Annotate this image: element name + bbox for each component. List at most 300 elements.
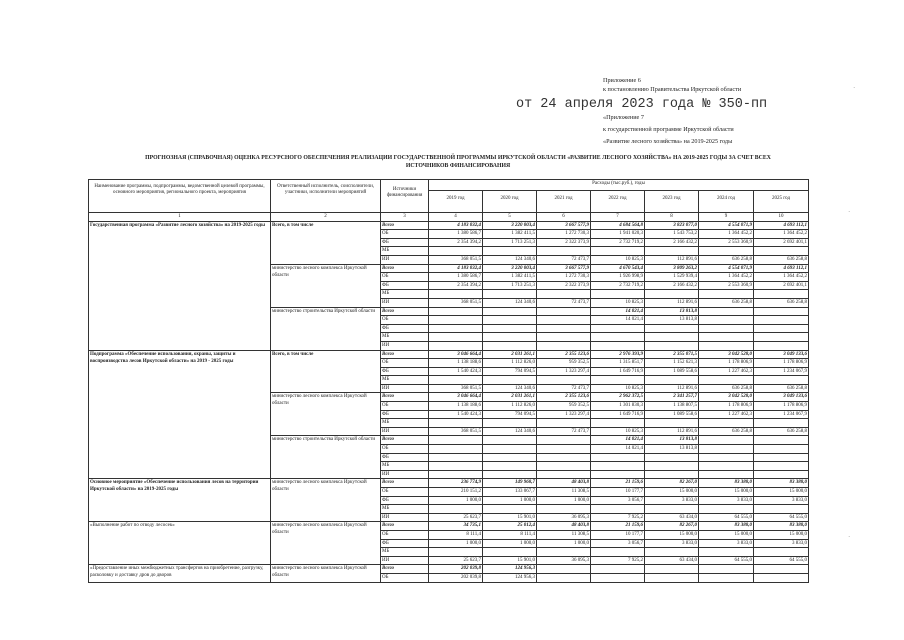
value-cell: 36 095,3 xyxy=(537,556,591,565)
value-cell xyxy=(699,445,754,454)
value-cell: 3 056,7 xyxy=(591,539,645,548)
value-cell xyxy=(429,505,483,514)
value-cell: 1 178 806,9 xyxy=(754,402,809,411)
value-cell xyxy=(429,470,483,479)
appendix-label: Приложение 6 xyxy=(603,77,641,84)
source-cell: МБ xyxy=(381,548,429,557)
value-cell: 15 000,0 xyxy=(754,488,809,497)
value-cell xyxy=(645,290,699,299)
program-name-cell: «Предоставление иных межбюджетных трансфертов на приобретение, разгрузку, расколовку и доставку дров до дворов xyxy=(89,565,271,582)
value-cell: 1 272 730,3 xyxy=(537,273,591,282)
value-cell: 368 051,5 xyxy=(429,427,483,436)
value-cell: 63 434,0 xyxy=(645,556,699,565)
source-cell: Всего xyxy=(381,307,429,316)
executor-cell: министерство лесного комплекса Иркутской области xyxy=(271,479,381,522)
value-cell xyxy=(754,445,809,454)
value-cell xyxy=(537,324,591,333)
table-row xyxy=(89,565,809,574)
source-cell: МБ xyxy=(381,376,429,385)
value-cell: 124 956,3 xyxy=(483,573,537,582)
value-cell: 4 693 112,1 xyxy=(754,221,809,230)
value-cell: 112 891,6 xyxy=(645,384,699,393)
value-cell: 3 046 664,4 xyxy=(429,350,483,359)
value-cell: 82 267,0 xyxy=(645,479,699,488)
value-cell: 1 272 730,3 xyxy=(537,230,591,239)
source-cell: ОБ xyxy=(381,402,429,411)
value-cell: 2 355 071,5 xyxy=(645,350,699,359)
value-cell xyxy=(483,419,537,428)
value-cell xyxy=(754,565,809,574)
source-cell: ФБ xyxy=(381,324,429,333)
value-cell: 636 258,8 xyxy=(699,427,754,436)
value-cell xyxy=(699,341,754,350)
value-cell xyxy=(591,462,645,471)
scan-mark: · xyxy=(853,84,856,92)
value-cell: 36 095,3 xyxy=(537,513,591,522)
value-cell xyxy=(429,445,483,454)
value-cell xyxy=(754,307,809,316)
value-cell: 3 833,0 xyxy=(699,496,754,505)
value-cell xyxy=(483,316,537,325)
value-cell xyxy=(754,341,809,350)
value-cell xyxy=(429,419,483,428)
source-cell: МБ xyxy=(381,505,429,514)
value-cell: 1 364 452,2 xyxy=(699,273,754,282)
source-cell: ИИ xyxy=(381,513,429,522)
value-cell xyxy=(429,307,483,316)
value-cell: 4 183 032,4 xyxy=(429,221,483,230)
value-cell: 1 000,0 xyxy=(429,496,483,505)
executor-cell: министерство лесного комплекса Иркутской области xyxy=(271,565,381,582)
numbers-row xyxy=(89,213,809,222)
value-cell: 1 364 452,2 xyxy=(754,230,809,239)
value-cell: 794 094,5 xyxy=(483,410,537,419)
value-cell xyxy=(483,333,537,342)
value-cell: 64 555,0 xyxy=(699,513,754,522)
table-row xyxy=(89,522,809,531)
program-ref-label: к государственной программе Иркутской области xyxy=(603,126,734,133)
value-cell xyxy=(754,436,809,445)
value-cell xyxy=(537,565,591,574)
value-cell xyxy=(754,290,809,299)
value-cell: 2 553 360,9 xyxy=(699,281,754,290)
value-cell xyxy=(591,470,645,479)
executor-cell: министерство лесного комплекса Иркутской области xyxy=(271,522,381,565)
source-cell: Всего xyxy=(381,393,429,402)
value-cell: 10 825,3 xyxy=(591,298,645,307)
value-cell: 3 667 577,9 xyxy=(537,264,591,273)
value-cell: 8 111,4 xyxy=(429,530,483,539)
value-cell xyxy=(429,436,483,445)
value-cell: 1 713 251,3 xyxy=(483,281,537,290)
source-cell: ИИ xyxy=(381,298,429,307)
value-cell: 1 382 411,5 xyxy=(483,230,537,239)
source-cell: ИИ xyxy=(381,341,429,350)
column-number: 9 xyxy=(699,213,754,222)
value-cell xyxy=(483,324,537,333)
value-cell: 2 355 123,6 xyxy=(537,393,591,402)
column-number: 4 xyxy=(429,213,483,222)
value-cell: 10 177,7 xyxy=(591,530,645,539)
value-cell: 64 555,0 xyxy=(754,556,809,565)
source-cell: ИИ xyxy=(381,384,429,393)
value-cell xyxy=(483,453,537,462)
value-cell xyxy=(537,453,591,462)
value-cell: 34 735,1 xyxy=(429,522,483,531)
value-cell: 15 000,0 xyxy=(754,530,809,539)
source-cell: ОБ xyxy=(381,530,429,539)
value-cell: 14 021,4 xyxy=(591,316,645,325)
col-source-header: Источники финансирования xyxy=(381,180,429,213)
value-cell: 1 178 806,9 xyxy=(699,402,754,411)
value-cell: 1 000,0 xyxy=(537,496,591,505)
expenses-header: Расходы (тыс.руб.), годы xyxy=(429,180,809,191)
value-cell xyxy=(483,445,537,454)
value-cell: 14 021,4 xyxy=(591,436,645,445)
value-cell: 636 258,8 xyxy=(699,384,754,393)
value-cell: 636 258,8 xyxy=(754,427,809,436)
value-cell xyxy=(645,548,699,557)
value-cell xyxy=(699,290,754,299)
value-cell: 210 151,2 xyxy=(429,488,483,497)
value-cell xyxy=(537,445,591,454)
value-cell xyxy=(537,419,591,428)
value-cell xyxy=(591,505,645,514)
value-cell xyxy=(754,316,809,325)
source-cell: ФБ xyxy=(381,496,429,505)
value-cell: 83 388,0 xyxy=(699,522,754,531)
value-cell xyxy=(591,333,645,342)
value-cell: 13 813,8 xyxy=(645,307,699,316)
source-cell: ОБ xyxy=(381,359,429,368)
value-cell xyxy=(537,436,591,445)
executor-cell: Всего, в том числе xyxy=(271,350,381,393)
value-cell: 1 380 586,7 xyxy=(429,230,483,239)
value-cell xyxy=(537,376,591,385)
value-cell xyxy=(591,324,645,333)
value-cell: 1 364 452,2 xyxy=(699,230,754,239)
value-cell: 1 000,0 xyxy=(537,539,591,548)
value-cell xyxy=(645,565,699,574)
value-cell: 1 138 807,5 xyxy=(645,402,699,411)
column-number: 3 xyxy=(381,213,429,222)
value-cell xyxy=(645,376,699,385)
value-cell: 72 473,7 xyxy=(537,427,591,436)
table-row xyxy=(89,479,809,488)
value-cell xyxy=(645,324,699,333)
value-cell: 1 178 806,9 xyxy=(754,359,809,368)
source-cell: МБ xyxy=(381,290,429,299)
value-cell xyxy=(591,565,645,574)
value-cell xyxy=(537,505,591,514)
value-cell xyxy=(483,462,537,471)
value-cell: 1 540 424,3 xyxy=(429,367,483,376)
source-cell: Всего xyxy=(381,522,429,531)
value-cell xyxy=(429,316,483,325)
value-cell xyxy=(699,573,754,582)
column-number: 10 xyxy=(754,213,809,222)
value-cell xyxy=(645,453,699,462)
value-cell: 1 315 851,7 xyxy=(591,359,645,368)
source-cell: Всего xyxy=(381,436,429,445)
value-cell: 202 039,8 xyxy=(429,573,483,582)
value-cell: 636 258,8 xyxy=(754,255,809,264)
value-cell xyxy=(537,341,591,350)
value-cell: 2 341 257,7 xyxy=(645,393,699,402)
value-cell: 1 323 297,4 xyxy=(537,410,591,419)
value-cell: 1 323 297,4 xyxy=(537,367,591,376)
value-cell: 7 925,2 xyxy=(591,556,645,565)
value-cell: 1 112 826,0 xyxy=(483,359,537,368)
value-cell: 25 623,7 xyxy=(429,513,483,522)
decree-date-line: от 24 апреля 2023 года № 350-пп xyxy=(516,97,768,112)
executor-cell: министерство строительства Иркутской области xyxy=(271,436,381,479)
value-cell: 368 051,5 xyxy=(429,255,483,264)
value-cell: 124 340,6 xyxy=(483,298,537,307)
value-cell: 3 042 528,0 xyxy=(699,393,754,402)
value-cell: 1 382 411,5 xyxy=(483,273,537,282)
value-cell: 3 042 528,0 xyxy=(699,350,754,359)
source-cell: ИИ xyxy=(381,470,429,479)
value-cell: 636 258,8 xyxy=(699,298,754,307)
value-cell xyxy=(754,376,809,385)
value-cell: 1 713 251,3 xyxy=(483,238,537,247)
value-cell: 236 774,9 xyxy=(429,479,483,488)
value-cell xyxy=(645,419,699,428)
year-header: 2023 год xyxy=(645,191,699,213)
value-cell: 11 308,5 xyxy=(537,488,591,497)
value-cell: 4 554 071,9 xyxy=(699,264,754,273)
value-cell: 72 473,7 xyxy=(537,255,591,264)
value-cell: 3 833,0 xyxy=(754,539,809,548)
value-cell: 2 031 261,1 xyxy=(483,350,537,359)
source-cell: ФБ xyxy=(381,281,429,290)
column-number: 7 xyxy=(591,213,645,222)
value-cell: 2 322 373,9 xyxy=(537,281,591,290)
value-cell xyxy=(699,307,754,316)
value-cell xyxy=(591,419,645,428)
value-cell xyxy=(645,573,699,582)
value-cell: 959 352,5 xyxy=(537,402,591,411)
value-cell: 1 380 586,7 xyxy=(429,273,483,282)
value-cell: 15 901,0 xyxy=(483,556,537,565)
value-cell xyxy=(754,419,809,428)
executor-cell: министерство лесного комплекса Иркутской области xyxy=(271,264,381,307)
header-row xyxy=(89,180,809,191)
value-cell xyxy=(591,548,645,557)
value-cell xyxy=(754,548,809,557)
source-cell: Всего xyxy=(381,350,429,359)
value-cell: 112 891,6 xyxy=(645,427,699,436)
value-cell: 72 473,7 xyxy=(537,298,591,307)
value-cell xyxy=(537,462,591,471)
value-cell: 13 813,8 xyxy=(645,316,699,325)
year-header: 2024 год xyxy=(699,191,754,213)
value-cell xyxy=(429,324,483,333)
column-number: 2 xyxy=(271,213,381,222)
value-cell: 83 388,0 xyxy=(754,522,809,531)
source-cell: Всего xyxy=(381,264,429,273)
value-cell: 83 388,0 xyxy=(699,479,754,488)
resource-table xyxy=(88,179,809,583)
source-cell: Всего xyxy=(381,565,429,574)
value-cell: 1 227 462,3 xyxy=(699,367,754,376)
value-cell: 1 543 753,2 xyxy=(645,230,699,239)
value-cell xyxy=(483,436,537,445)
year-header: 2021 год xyxy=(537,191,591,213)
value-cell: 794 094,5 xyxy=(483,367,537,376)
source-cell: ОБ xyxy=(381,316,429,325)
source-cell: ФБ xyxy=(381,367,429,376)
source-cell: ФБ xyxy=(381,453,429,462)
value-cell: 2 962 372,5 xyxy=(591,393,645,402)
source-cell: МБ xyxy=(381,462,429,471)
executor-cell: министерство строительства Иркутской области xyxy=(271,307,381,350)
value-cell: 3 049 133,6 xyxy=(754,350,809,359)
value-cell: 2 166 432,2 xyxy=(645,281,699,290)
value-cell: 124 340,6 xyxy=(483,384,537,393)
value-cell: 1 234 067,9 xyxy=(754,410,809,419)
value-cell: 64 555,0 xyxy=(754,513,809,522)
source-cell: ОБ xyxy=(381,573,429,582)
value-cell: 2 692 401,1 xyxy=(754,238,809,247)
value-cell xyxy=(591,453,645,462)
value-cell xyxy=(645,505,699,514)
value-cell xyxy=(699,462,754,471)
value-cell: 4 183 032,4 xyxy=(429,264,483,273)
value-cell: 2 692 401,1 xyxy=(754,281,809,290)
value-cell: 3 220 003,4 xyxy=(483,264,537,273)
value-cell: 1 089 558,6 xyxy=(645,367,699,376)
program-name-cell: «Выполнение работ по отводу лесосек» xyxy=(89,522,271,565)
value-cell: 7 925,2 xyxy=(591,513,645,522)
value-cell: 1 000,0 xyxy=(483,496,537,505)
value-cell: 15 901,0 xyxy=(483,513,537,522)
value-cell xyxy=(699,333,754,342)
value-cell: 2 322 373,9 xyxy=(537,238,591,247)
value-cell xyxy=(645,341,699,350)
value-cell xyxy=(699,324,754,333)
value-cell xyxy=(537,573,591,582)
value-cell: 2 354 394,2 xyxy=(429,281,483,290)
value-cell: 25 012,4 xyxy=(483,522,537,531)
value-cell: 3 833,0 xyxy=(754,496,809,505)
value-cell xyxy=(483,470,537,479)
value-cell: 48 403,8 xyxy=(537,479,591,488)
value-cell xyxy=(429,290,483,299)
value-cell: 21 159,6 xyxy=(591,522,645,531)
value-cell xyxy=(483,376,537,385)
value-cell: 64 555,0 xyxy=(699,556,754,565)
value-cell xyxy=(699,247,754,256)
value-cell: 2 355 123,6 xyxy=(537,350,591,359)
value-cell xyxy=(754,333,809,342)
value-cell: 3 667 577,9 xyxy=(537,221,591,230)
col-exec-header: Ответственный исполнитель, соисполнители, участники, исполнители мероприятий xyxy=(271,180,381,213)
value-cell xyxy=(754,247,809,256)
value-cell: 63 434,0 xyxy=(645,513,699,522)
source-cell: ИИ xyxy=(381,427,429,436)
value-cell xyxy=(429,376,483,385)
value-cell: 1 112 826,0 xyxy=(483,402,537,411)
year-header: 2025 год xyxy=(754,191,809,213)
value-cell: 11 308,5 xyxy=(537,530,591,539)
value-cell xyxy=(537,316,591,325)
value-cell: 1 529 939,4 xyxy=(645,273,699,282)
value-cell: 124 956,3 xyxy=(483,565,537,574)
value-cell: 15 000,0 xyxy=(645,530,699,539)
source-cell: МБ xyxy=(381,247,429,256)
value-cell: 1 000,0 xyxy=(483,539,537,548)
value-cell: 2 976 393,9 xyxy=(591,350,645,359)
value-cell xyxy=(483,290,537,299)
source-cell: ОБ xyxy=(381,230,429,239)
value-cell xyxy=(537,247,591,256)
value-cell xyxy=(754,470,809,479)
value-cell xyxy=(429,333,483,342)
value-cell: 368 051,5 xyxy=(429,384,483,393)
source-cell: ОБ xyxy=(381,273,429,282)
column-number: 1 xyxy=(89,213,271,222)
value-cell xyxy=(645,470,699,479)
value-cell: 112 891,6 xyxy=(645,298,699,307)
source-cell: ОБ xyxy=(381,488,429,497)
value-cell: 10 825,3 xyxy=(591,384,645,393)
value-cell: 1 941 020,3 xyxy=(591,230,645,239)
value-cell: 3 049 133,6 xyxy=(754,393,809,402)
value-cell xyxy=(537,548,591,557)
value-cell: 15 000,0 xyxy=(699,530,754,539)
value-cell: 8 111,4 xyxy=(483,530,537,539)
value-cell: 2 031 261,1 xyxy=(483,393,537,402)
value-cell: 2 732 719,2 xyxy=(591,281,645,290)
table-body xyxy=(89,180,809,583)
value-cell: 124 340,6 xyxy=(483,427,537,436)
value-cell: 3 056,7 xyxy=(591,496,645,505)
scan-mark: · xyxy=(848,533,851,541)
value-cell: 1 649 716,9 xyxy=(591,410,645,419)
value-cell xyxy=(429,453,483,462)
year-header: 2020 год xyxy=(483,191,537,213)
source-cell: ФБ xyxy=(381,238,429,247)
value-cell: 3 809 263,2 xyxy=(645,264,699,273)
value-cell: 3 833,0 xyxy=(645,539,699,548)
value-cell xyxy=(429,247,483,256)
value-cell xyxy=(754,453,809,462)
value-cell: 72 473,7 xyxy=(537,384,591,393)
value-cell: 2 354 394,2 xyxy=(429,238,483,247)
value-cell: 4 670 543,4 xyxy=(591,264,645,273)
column-number: 8 xyxy=(645,213,699,222)
value-cell: 959 352,5 xyxy=(537,359,591,368)
executor-cell: министерство лесного комплекса Иркутской области xyxy=(271,393,381,436)
value-cell xyxy=(645,247,699,256)
value-cell: 3 833,0 xyxy=(645,496,699,505)
value-cell xyxy=(754,573,809,582)
source-cell: ИИ xyxy=(381,255,429,264)
value-cell: 10 825,3 xyxy=(591,255,645,264)
appendix7-header xyxy=(603,112,734,148)
value-cell xyxy=(699,470,754,479)
value-cell: 636 258,8 xyxy=(754,298,809,307)
value-cell: 14 021,4 xyxy=(591,307,645,316)
year-header: 2022 год xyxy=(591,191,645,213)
value-cell: 3 046 664,4 xyxy=(429,393,483,402)
value-cell xyxy=(699,565,754,574)
value-cell: 1 138 188,6 xyxy=(429,402,483,411)
value-cell: 14 021,4 xyxy=(591,445,645,454)
value-cell: 1 089 558,6 xyxy=(645,410,699,419)
